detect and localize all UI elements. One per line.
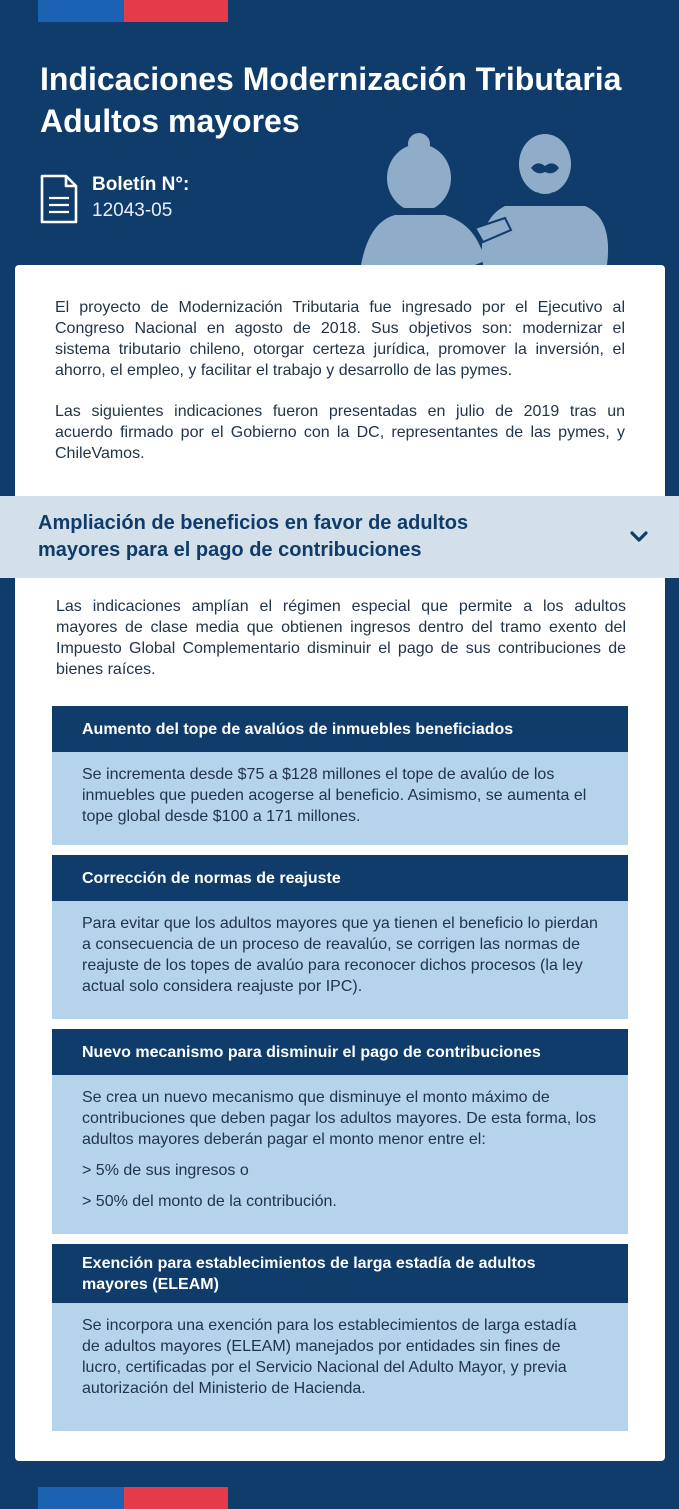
benefit-box-body bbox=[52, 752, 628, 845]
benefit-box bbox=[52, 855, 628, 1019]
benefit-box-title: Exención para establecimientos de larga estadía de adultos mayores (ELEAM) bbox=[52, 1244, 628, 1303]
benefit-box-text: Se incrementa desde $75 a $128 millones el tope de avalúo de los inmuebles que pueden acogerse al beneficio. Asimismo, se aumenta el tope global desde $100 a 171 millones. bbox=[82, 766, 587, 825]
flag-red bbox=[124, 1487, 228, 1509]
intro-text bbox=[55, 297, 625, 484]
list-item: > 50% del monto de la contribución. bbox=[82, 1191, 598, 1212]
flag-blue bbox=[38, 1487, 124, 1509]
section-title-line2: mayores para el pago de contribuciones bbox=[38, 539, 422, 561]
section-title-line1: Ampliación de beneficios en favor de adultos bbox=[38, 512, 469, 534]
benefit-box-title: Corrección de normas de reajuste bbox=[52, 855, 628, 901]
benefit-box-body bbox=[52, 1303, 628, 1431]
benefit-box-title: Nuevo mecanismo para disminuir el pago de contribuciones bbox=[52, 1029, 628, 1075]
document-icon bbox=[40, 174, 78, 224]
page-title-line1: Indicaciones Modernización Tributaria bbox=[40, 61, 622, 97]
benefit-box bbox=[52, 1029, 628, 1234]
page-title-line2: Adultos mayores bbox=[40, 103, 300, 139]
boletin-info bbox=[40, 172, 189, 224]
flag-stripe-top bbox=[38, 0, 228, 22]
benefit-box-text: Para evitar que los adultos mayores que ya tienen el beneficio lo pierdan a consecuencia de un proceso de reavalúo, se corrigen las normas de reajuste de los topes de avalúo para reconocer dichos procesos (la ley actual solo considera reajuste por IPC). bbox=[82, 915, 598, 995]
benefit-box-text: Se crea un nuevo mecanismo que disminuye el monto máximo de contribuciones que deben pagar los adultos mayores. De esta forma, los adultos mayores deberán pagar el monto menor entre el: bbox=[82, 1089, 597, 1148]
flag-stripe-bottom bbox=[38, 1487, 228, 1509]
section-accordion-header[interactable] bbox=[0, 496, 679, 578]
benefit-box-body bbox=[52, 1075, 628, 1234]
boletin-number: 12043-05 bbox=[92, 200, 173, 221]
list-item: > 5% de sus ingresos o bbox=[82, 1160, 598, 1181]
benefit-box-text: Se incorpora una exención para los establecimientos de larga estadía de adultos mayores (ELEAM) manejados por entidades sin fines de lucro, certificadas por el Servicio Nacional del Adulto Mayor, y previa autorización del Ministerio de Hacienda. bbox=[82, 1317, 577, 1397]
section-lead-text: Las indicaciones amplían el régimen especial que permite a los adultos mayores de clase media que obtienen ingresos dentro del tramo exento del Impuesto Global Complementario disminuir el pago de sus contribuciones de bienes raíces. bbox=[56, 598, 626, 678]
elderly-couple-illustration bbox=[355, 130, 615, 270]
benefit-box-title: Aumento del tope de avalúos de inmuebles beneficiados bbox=[52, 706, 628, 752]
benefit-box bbox=[52, 1244, 628, 1431]
section-title bbox=[38, 510, 558, 564]
chevron-down-icon[interactable] bbox=[628, 526, 650, 548]
flag-red bbox=[124, 0, 228, 22]
benefit-box bbox=[52, 706, 628, 845]
intro-paragraph-1: El proyecto de Modernización Tributaria fue ingresado por el Ejecutivo al Congreso Nacional en agosto de 2018. Sus objetivos son: modernizar el sistema tributario chileno, otorgar certeza jurídica, promover la inversión, el ahorro, el empleo, y facilitar el trabajo y desarrollo de las pymes. bbox=[55, 299, 625, 379]
flag-blue bbox=[38, 0, 124, 22]
intro-paragraph-2: Las siguientes indicaciones fueron presentadas en julio de 2019 tras un acuerdo firmado por el Gobierno con la DC, representantes de las pymes, y ChileVamos. bbox=[55, 403, 625, 462]
benefit-box-body bbox=[52, 901, 628, 1019]
boletin-label: Boletín N°: bbox=[92, 174, 190, 195]
